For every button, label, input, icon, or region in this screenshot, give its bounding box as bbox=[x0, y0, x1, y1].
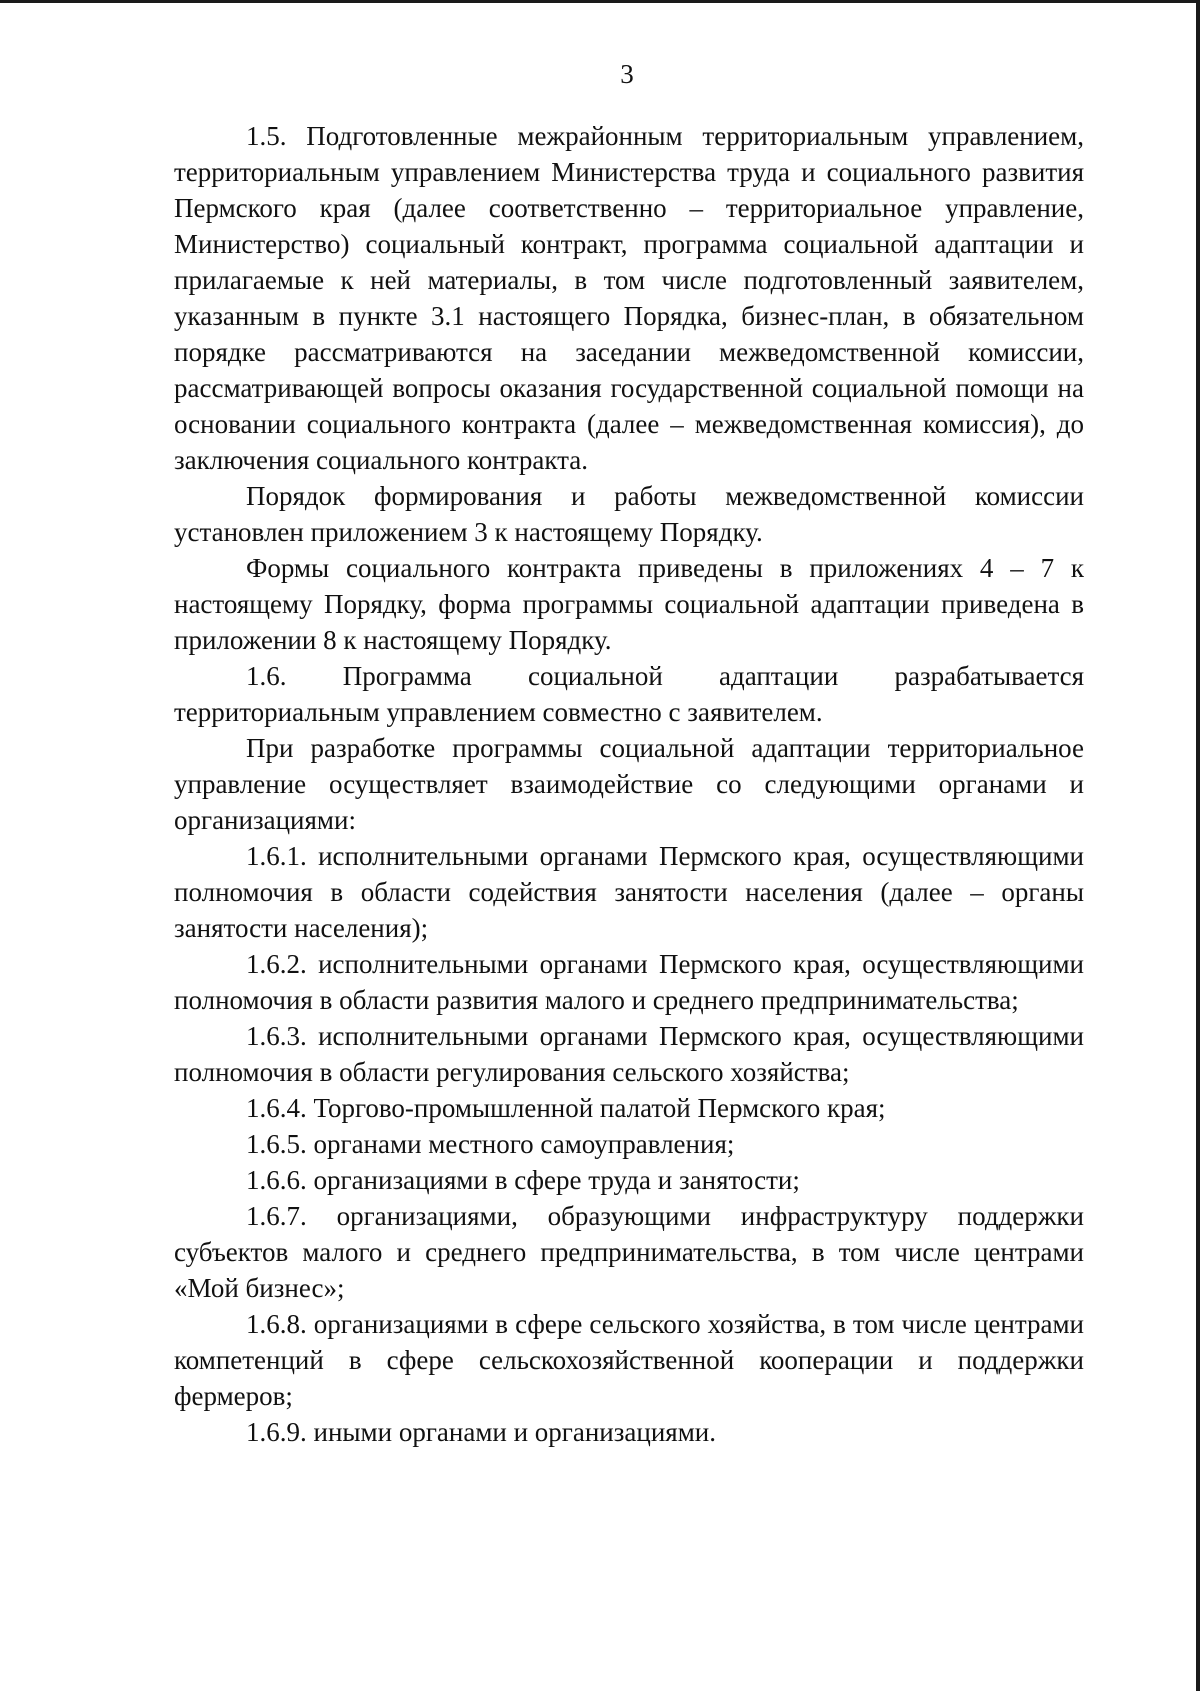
document-body bbox=[174, 118, 1084, 1450]
paragraph-1-6-6: 1.6.6. организациями в сфере труда и занятости; bbox=[246, 1165, 800, 1195]
paragraph-1-6-2: 1.6.2. исполнительными органами Пермского края, осуществляющими полномочия в области развития малого и среднего предпринимательства; bbox=[174, 949, 1084, 1015]
paragraph-1-6-5: 1.6.5. органами местного самоуправления; bbox=[246, 1129, 735, 1159]
paragraph-1-6-3: 1.6.3. исполнительными органами Пермского края, осуществляющими полномочия в области регулирования сельского хозяйства; bbox=[174, 1021, 1084, 1087]
paragraph-1-6-9: 1.6.9. иными органами и организациями. bbox=[246, 1417, 717, 1447]
paragraph-1-6-8: 1.6.8. организациями в сфере сельского хозяйства, в том числе центрами компетенций в сфере сельскохозяйственной кооперации и поддержки фермеров; bbox=[174, 1309, 1084, 1411]
scan-right-border bbox=[1196, 0, 1200, 1691]
paragraph-1-5: 1.5. Подготовленные межрайонным территориальным управлением, территориальным управлением Министерства труда и социального развития Пермского края (далее соответственно – территориальное управление, Министерство) социальный контракт, программа социальной адаптации и прилагаемые к ней материалы, в том числе подготовленный заявителем, указанным в пункте 3.1 настоящего Порядка, бизнес-план, в обязательном порядке рассматриваются на заседании межведомственной комиссии, рассматривающей вопросы оказания государственной социальной помощи на основании социального контракта (далее – межведомственная комиссия), до заключения социального контракта. bbox=[174, 121, 1084, 475]
scan-top-border bbox=[0, 0, 1200, 3]
paragraph-1-6-1: 1.6.1. исполнительными органами Пермского края, осуществляющими полномочия в области содействия занятости населения (далее – органы занятости населения); bbox=[174, 841, 1084, 943]
paragraph-contract-forms: Формы социального контракта приведены в приложениях 4 – 7 к настоящему Порядку, форма программы социальной адаптации приведена в приложении 8 к настоящему Порядку. bbox=[174, 553, 1084, 655]
paragraph-1-6: 1.6. Программа социальной адаптации разрабатывается территориальным управлением совместно с заявителем. bbox=[174, 661, 1084, 727]
paragraph-commission-order: Порядок формирования и работы межведомственной комиссии установлен приложением 3 к настоящему Порядку. bbox=[174, 481, 1084, 547]
paragraph-interaction: При разработке программы социальной адаптации территориальное управление осуществляет взаимодействие со следующими органами и организациями: bbox=[174, 733, 1084, 835]
page-number: 3 bbox=[620, 59, 634, 89]
paragraph-1-6-7: 1.6.7. организациями, образующими инфраструктуру поддержки субъектов малого и среднего предпринимательства, в том числе центрами «Мой бизнес»; bbox=[174, 1201, 1084, 1303]
paragraph-1-6-4: 1.6.4. Торгово-промышленной палатой Пермского края; bbox=[246, 1093, 886, 1123]
